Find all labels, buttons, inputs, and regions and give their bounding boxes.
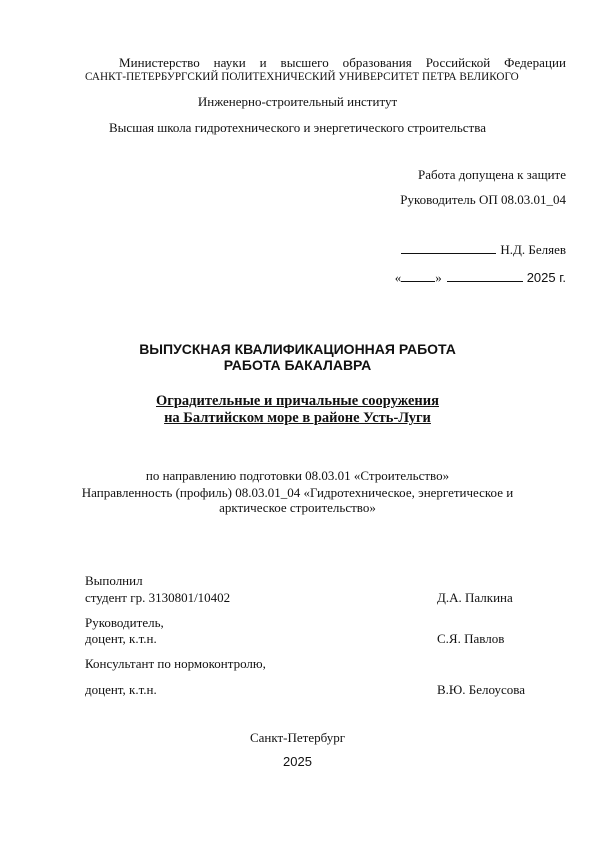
- supervisor-name: С.Я. Павлов: [437, 631, 505, 646]
- date-close-quote: »: [435, 270, 442, 285]
- year: 2025: [283, 754, 312, 769]
- institute-line: Инженерно-строительный институт: [197, 94, 398, 109]
- day-blank: [401, 269, 435, 282]
- profile-line-2: арктическое строительство»: [219, 500, 376, 515]
- thesis-title-line-2: на Балтийском море в районе Усть-Луги: [164, 410, 431, 426]
- school-line: Высшая школа гидротехнического и энергетического строительства: [109, 120, 486, 135]
- consultant-name: В.Ю. Белоусова: [437, 682, 526, 697]
- work-type-heading: ВЫПУСКНАЯ КВАЛИФИКАЦИОННАЯ РАБОТА: [139, 341, 456, 357]
- signature-name: Н.Д. Беляев: [500, 242, 566, 257]
- consultant-label: Консультант по нормоконтролю,: [85, 656, 266, 671]
- date-line: [395, 269, 566, 286]
- month-blank: [447, 269, 523, 282]
- student-name: Д.А. Палкина: [437, 590, 513, 605]
- performed-label: Выполнил: [85, 573, 143, 588]
- supervisor-label: Руководитель,: [85, 615, 164, 630]
- study-direction: по направлению подготовки 08.03.01 «Строительство»: [145, 468, 450, 483]
- admitted-label: Работа допущена к защите: [417, 167, 566, 182]
- work-subtype-heading: РАБОТА БАКАЛАВРА: [223, 357, 372, 373]
- date-year: 2025 г.: [526, 270, 566, 285]
- city: Санкт-Петербург: [249, 730, 346, 745]
- thesis-title-line-1: Оградительные и причальные сооружения: [156, 393, 439, 409]
- ministry-line: Министерство науки и высшего образования Российской Федерации: [119, 55, 566, 70]
- signature-line: [401, 241, 566, 258]
- program-supervisor-label: Руководитель ОП 08.03.01_04: [400, 192, 566, 207]
- profile-line-1: Направленность (профиль) 08.03.01_04 «Гидротехническое, энергетическое и: [81, 485, 514, 500]
- date-open-quote: «: [394, 270, 402, 285]
- supervisor-degree: доцент, к.т.н.: [85, 631, 157, 646]
- university-line: САНКТ-ПЕТЕРБУРГСКИЙ ПОЛИТЕХНИЧЕСКИЙ УНИВЕРСИТЕТ ПЕТРА ВЕЛИКОГО: [85, 71, 519, 83]
- student-group-label: студент гр. 3130801/10402: [85, 590, 231, 605]
- consultant-degree: доцент, к.т.н.: [85, 682, 157, 697]
- signature-blank: [401, 241, 496, 254]
